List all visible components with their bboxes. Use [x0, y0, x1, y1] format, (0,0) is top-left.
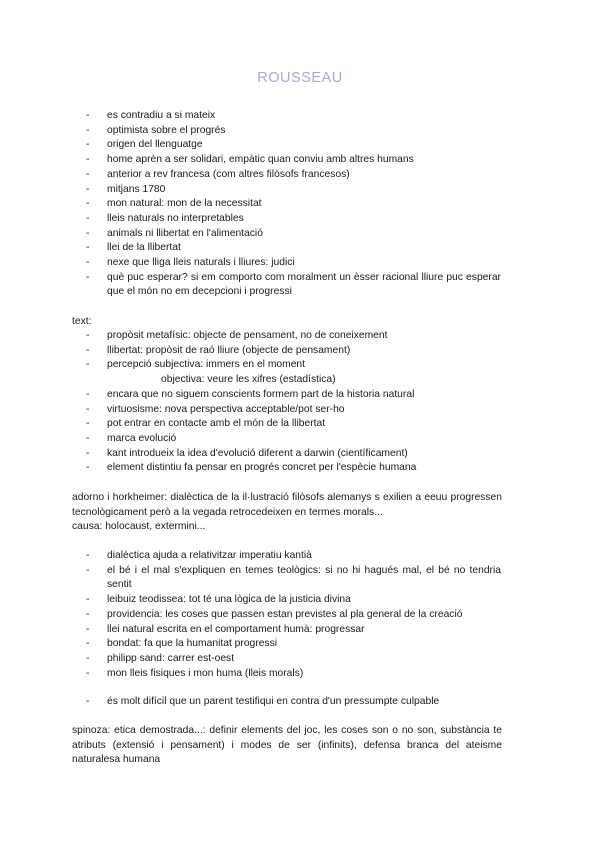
bullet-dash: -: [86, 388, 90, 400]
list-item-text: kant introdueix la idea d'evolució diferent a darwin (científicament): [107, 447, 408, 459]
list-item-text: pot entrar en contacte amb el món de la llibertat: [107, 418, 326, 430]
paragraph-adorno: adorno i horkheimer: dialèctica de la il·lustració filòsofs alemanys s exilien a eeuu progressen tecnològicament però a la vegada retrocedeixen en termes morals...: [72, 492, 502, 518]
list-item-text: el bé i el mal s'expliquen en temes teològics: si no hi hagués mal, el bé no tendria sentit: [107, 564, 501, 591]
list-item: [86, 227, 501, 242]
list-item: [86, 212, 501, 227]
list-item-text: optimista sobre el progrés: [107, 124, 226, 136]
bullet-dash: -: [86, 623, 90, 635]
bullet-dash: -: [86, 418, 90, 430]
bullet-dash: -: [86, 110, 90, 121]
bullet-dash: -: [86, 330, 90, 341]
list-item: [86, 329, 501, 344]
list-item: [86, 637, 501, 652]
list-item-text: llei de la llibertat: [107, 242, 181, 254]
list-item-text: és molt difícil que un parent testifiqui en contra d'un pressumpte culpable: [107, 696, 440, 707]
bullet-dash: -: [86, 696, 90, 707]
list-sub-item: objectiva: veure les xifres (estadística): [161, 374, 336, 386]
list-testifiqui: [86, 695, 501, 710]
bullet-dash: -: [86, 344, 90, 356]
bullet-dash: -: [86, 242, 90, 254]
page-title: ROUSSEAU: [257, 70, 343, 86]
list-item-text: philipp sand: carrer est-oest: [107, 652, 235, 664]
paragraph-spinoza: spinoza: etica demostrada...: definir elements del joc, les coses son o no son, substància te atributs (extensió i pensament) i modes de ser (infinits), defensa branca del ateisme naturalesa humana: [72, 725, 502, 766]
bullet-dash: -: [86, 667, 90, 679]
bullet-dash: -: [86, 447, 90, 459]
list-item: [86, 432, 501, 447]
list-item: [86, 153, 501, 168]
list-item: [86, 241, 501, 256]
bullet-dash: -: [86, 124, 90, 136]
list-item-text: mon natural: mon de la necessitat: [107, 198, 262, 210]
list-item: [86, 183, 501, 198]
list-item: [86, 461, 501, 476]
list-item-text: propòsit metafísic: objecte de pensament, no de coneixement: [107, 330, 388, 341]
list-item: [86, 197, 501, 212]
bullet-dash: -: [86, 403, 90, 415]
list-item-text: virtuosisme: nova perspectiva acceptable/pot ser-ho: [107, 403, 345, 415]
list-item-text: marca evolució: [107, 432, 177, 444]
list-item: [86, 608, 501, 623]
list-rousseau: [86, 109, 501, 300]
text-label: text:: [72, 316, 92, 327]
bullet-dash: -: [86, 359, 90, 371]
list-item-text: bondat: fa que la humanitat progressi: [107, 638, 278, 650]
list-item: [86, 256, 501, 271]
paragraph-causa: causa: holocaust, extermini...: [72, 521, 206, 532]
list-dialectica: [86, 549, 501, 681]
list-item-text: mon lleis fisiques i mon huma (lleis morals): [107, 667, 304, 679]
list-item-text: dialèctica ajuda a relativitzar imperatiu kantià: [107, 550, 312, 561]
bullet-dash: -: [86, 638, 90, 650]
list-item: [86, 417, 501, 432]
list-item-text: llibertat: propòsit de raó lliure (objecte de pensament): [107, 344, 351, 356]
list-item-text: es contradiu a si mateix: [107, 110, 216, 121]
list-item-text: què puc esperar? si em comporto com moralment un èsser racional lliure puc esperar que el món no em decepcioni i progressi: [107, 271, 501, 298]
list-item-text: nexe que lliga lleis naturals i lliures: judici: [107, 257, 295, 269]
list-text: [86, 329, 501, 476]
list-item-text: llei natural escrita en el comportament humà: progressar: [107, 623, 365, 635]
list-item-text: mitjans 1780: [107, 183, 166, 195]
list-item-text: anterior a rev francesa (com altres filòsofs francesos): [107, 168, 350, 180]
list-item-text: percepció subjectiva: immers en el moment: [107, 359, 306, 371]
list-item-text: animals ni llibertat en l'alimentació: [107, 227, 263, 239]
list-item: [86, 549, 501, 564]
list-item: [86, 695, 501, 710]
bullet-dash: -: [86, 564, 90, 576]
list-item: [86, 138, 501, 153]
bullet-dash: -: [86, 608, 90, 620]
bullet-dash: -: [86, 462, 90, 474]
list-item-text: lleis naturals no interpretables: [107, 212, 244, 224]
list-item: [86, 168, 501, 183]
list-item: [86, 564, 501, 593]
bullet-dash: -: [86, 183, 90, 195]
list-item-text: encara que no siguem conscients formem part de la historia natural: [107, 388, 415, 400]
list-item: [86, 358, 501, 373]
list-item: [86, 124, 501, 139]
bullet-dash: -: [86, 550, 90, 561]
bullet-dash: -: [86, 154, 90, 166]
list-item: [86, 652, 501, 667]
bullet-dash: -: [86, 212, 90, 224]
bullet-dash: -: [86, 139, 90, 151]
list-item-text: leibuiz teodissea: tot té una lògica de la justicia divina: [107, 594, 351, 606]
list-item: [86, 109, 501, 124]
bullet-dash: -: [86, 271, 90, 283]
list-item-text: element distintiu fa pensar en progrés concret per l'espècie humana: [107, 462, 417, 474]
list-item: [86, 403, 501, 418]
bullet-dash: -: [86, 227, 90, 239]
list-item-text: providencia: les coses que passen estan previstes al pla general de la creació: [107, 608, 463, 620]
bullet-dash: -: [86, 652, 90, 664]
bullet-dash: -: [86, 432, 90, 444]
bullet-dash: -: [86, 168, 90, 180]
list-item-text: origen del llenguatge: [107, 139, 203, 151]
list-item: [86, 623, 501, 638]
list-item: [86, 271, 501, 300]
list-item: [86, 593, 501, 608]
bullet-dash: -: [86, 594, 90, 606]
list-item: [86, 388, 501, 403]
list-item: [86, 667, 501, 682]
list-item: [86, 447, 501, 462]
bullet-dash: -: [86, 198, 90, 210]
list-item: [86, 344, 501, 359]
bullet-dash: -: [86, 257, 90, 269]
list-item-text: home aprèn a ser solidari, empàtic quan conviu amb altres humans: [107, 154, 414, 166]
